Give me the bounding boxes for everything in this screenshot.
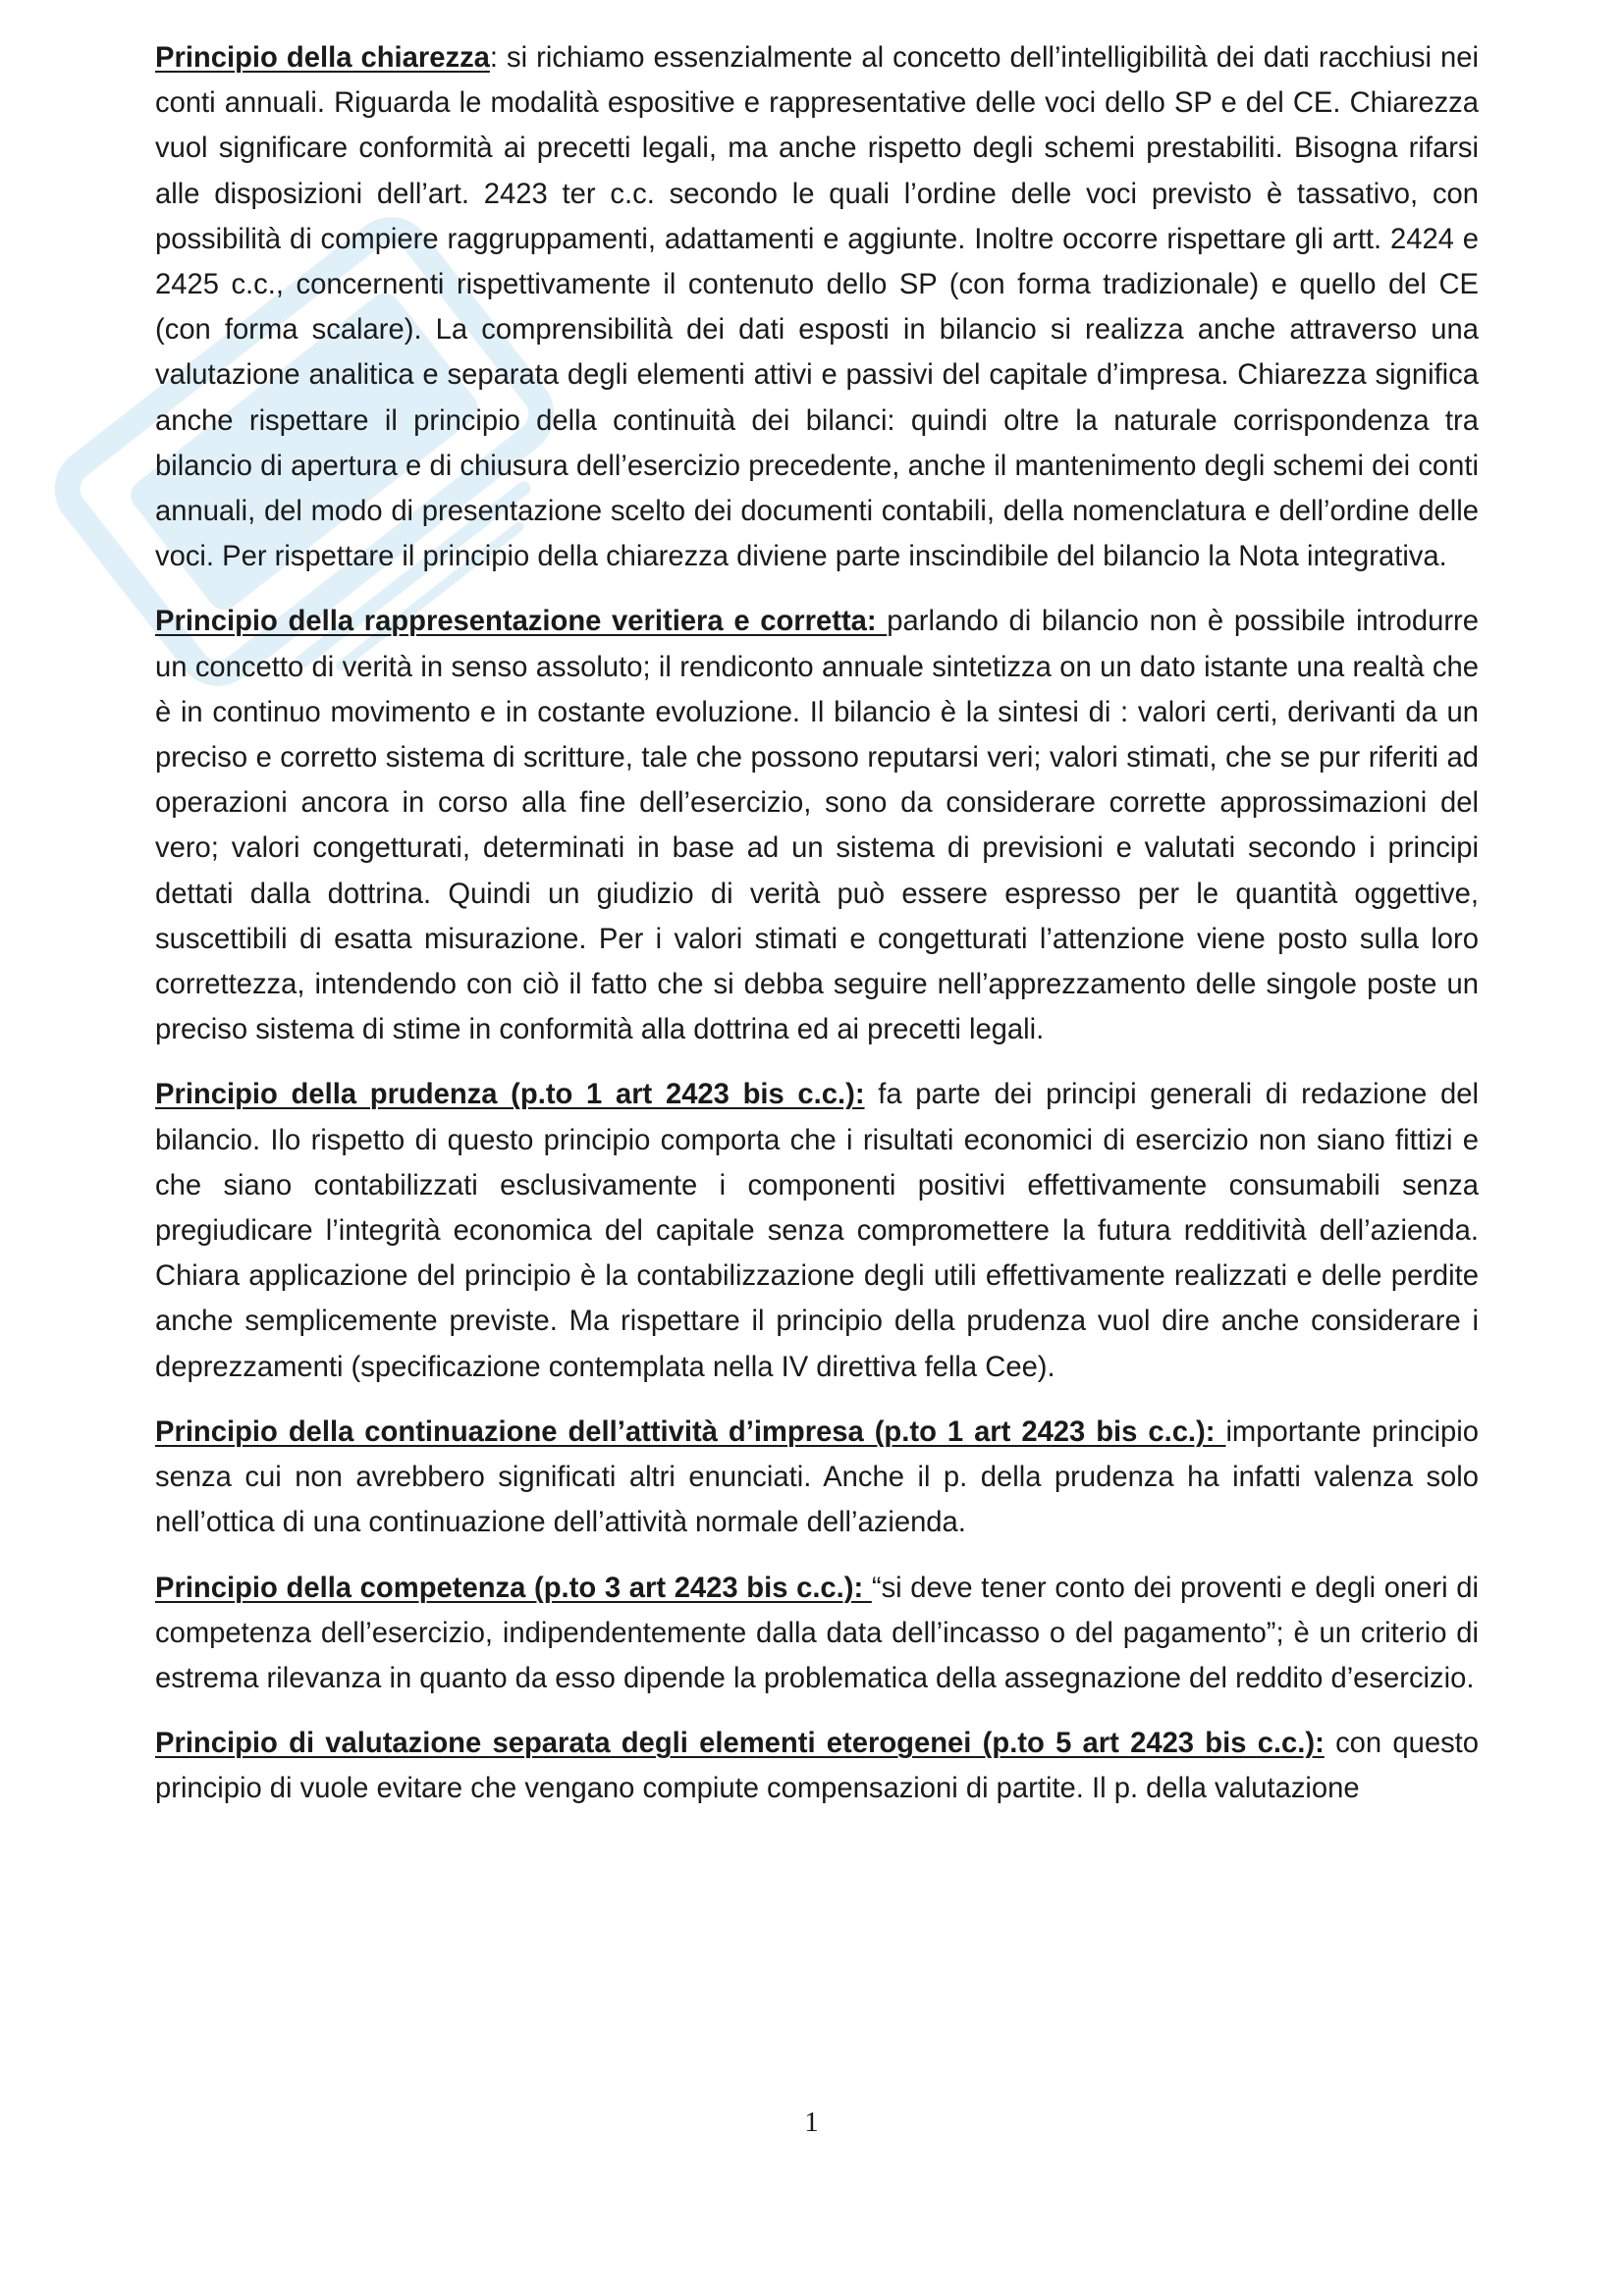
body-continuazione: importante principio senza cui non avrebbero significati altri enunciati. Anche il p. della prudenza ha infatti valenza solo nell’ottica di una continuazione dell’attività normale dell’azienda. xyxy=(155,1415,1479,1539)
body-valutazione-separata: con questo principio di vuole evitare che vengano compiute compensazioni di partite. Il p. della valutazione xyxy=(155,1728,1480,1805)
document-page xyxy=(155,35,1479,1832)
paragraph-valutazione-separata xyxy=(155,1721,1479,1811)
heading-prudenza: Principio della prudenza (p.to 1 art 2423 bis c.c.): xyxy=(155,1079,865,1111)
heading-competenza: Principio della competenza (p.to 3 art 2423 bis c.c.): xyxy=(155,1572,872,1604)
body-chiarezza: : si richiamo essenzialmente al concetto dell’intelligibilità dei dati racchiusi nei conti annuali. Riguarda le modalità espositive e rappresentative delle voci dello SP e del CE. Chiarezza vuol significare conformità ai precetti legali, ma anche rispetto degli schemi prestabiliti. Bisogna rifarsi alle disposizioni dell’art. 2423 ter c.c. secondo le quali l’ordine delle voci previsto è tassativo, con possibilità di compiere raggruppamenti, adattamenti e aggiunte. Inoltre occorre rispettare gli artt. 2424 e 2425 c.c., concernenti rispettivamente il contenuto dello SP (con forma tradizionale) e quello del CE (con forma scalare). La comprensibilità dei dati esposti in bilancio si realizza anche attraverso una valutazione analitica e separata degli elementi attivi e passivi del capitale d’impresa. Chiarezza significa anche rispettare il principio della continuità dei bilanci: quindi oltre la naturale corrispondenza tra bilancio di apertura e di chiusura dell’esercizio precedente, anche il mantenimento degli schemi dei conti annuali, del modo di presentazione scelto dei documenti contabili, della nomenclatura e dell’ordine delle voci. Per rispettare il principio della chiarezza diviene parte inscindibile del bilancio la Nota integrativa. xyxy=(155,42,1480,573)
heading-continuazione: Principio della continuazione dell’attività d’impresa (p.to 1 art 2423 bis c.c.): xyxy=(155,1415,1226,1448)
heading-chiarezza: Principio della chiarezza xyxy=(155,42,490,74)
paragraph-rappresentazione xyxy=(155,599,1479,1052)
paragraph-prudenza xyxy=(155,1072,1479,1389)
body-competenza: “si deve tener conto dei proventi e degli oneri di competenza dell’esercizio, indipendentemente dalla data dell’incasso o del pagamento”; è un criterio di estrema rilevanza in quanto da esso dipende la problematica della assegnazione del reddito d’esercizio. xyxy=(155,1572,1479,1694)
paragraph-continuazione xyxy=(155,1410,1479,1546)
heading-valutazione-separata: Principio di valutazione separata degli elementi eterogenei (p.to 5 art 2423 bis c.c.): xyxy=(155,1728,1325,1760)
paragraph-chiarezza xyxy=(155,35,1479,579)
body-prudenza: fa parte dei principi generali di redazione del bilancio. Ilo rispetto di questo principio comporta che i risultati economici di esercizio non siano fittizi e che siano contabilizzati esclusivamente i componenti positivi effettivamente consumabili senza pregiudicare l’integrità economica del capitale senza compromettere la futura redditività dell’azienda. Chiara applicazione del principio è la contabilizzazione degli utili effettivamente realizzati e delle perdite anche semplicemente previste. Ma rispettare il principio della prudenza vuol dire anche considerare i deprezzamenti (specificazione contemplata nella IV direttiva fella Cee). xyxy=(155,1079,1479,1383)
heading-rappresentazione: Principio della rappresentazione veritiera e corretta: xyxy=(155,606,888,638)
paragraph-competenza xyxy=(155,1566,1479,1702)
body-rappresentazione: parlando di bilancio non è possibile introdurre un concetto di verità in senso assoluto; il rendiconto annuale sintetizza on un dato istante una realtà che è in continuo movimento e in costante evoluzione. Il bilancio è la sintesi di : valori certi, derivanti da un preciso e corretto sistema di scritture, tale che possono reputarsi veri; valori stimati, che se pur riferiti ad operazioni ancora in corso alla fine dell’esercizio, sono da considerare corrette approssimazioni del vero; valori congetturati, determinati in base ad un sistema di previsioni e valutati secondo i principi dettati dalla dottrina. Quindi un giudizio di verità può essere espresso per le quantità oggettive, suscettibili di esatta misurazione. Per i valori stimati e congetturati l’attenzione viene posto sulla loro correttezza, intendendo con ciò il fatto che si debba seguire nell’apprezzamento delle singole poste un preciso sistema di stime in conformità alla dottrina ed ai precetti legali. xyxy=(155,606,1479,1046)
page-number: 1 xyxy=(804,2107,819,2138)
